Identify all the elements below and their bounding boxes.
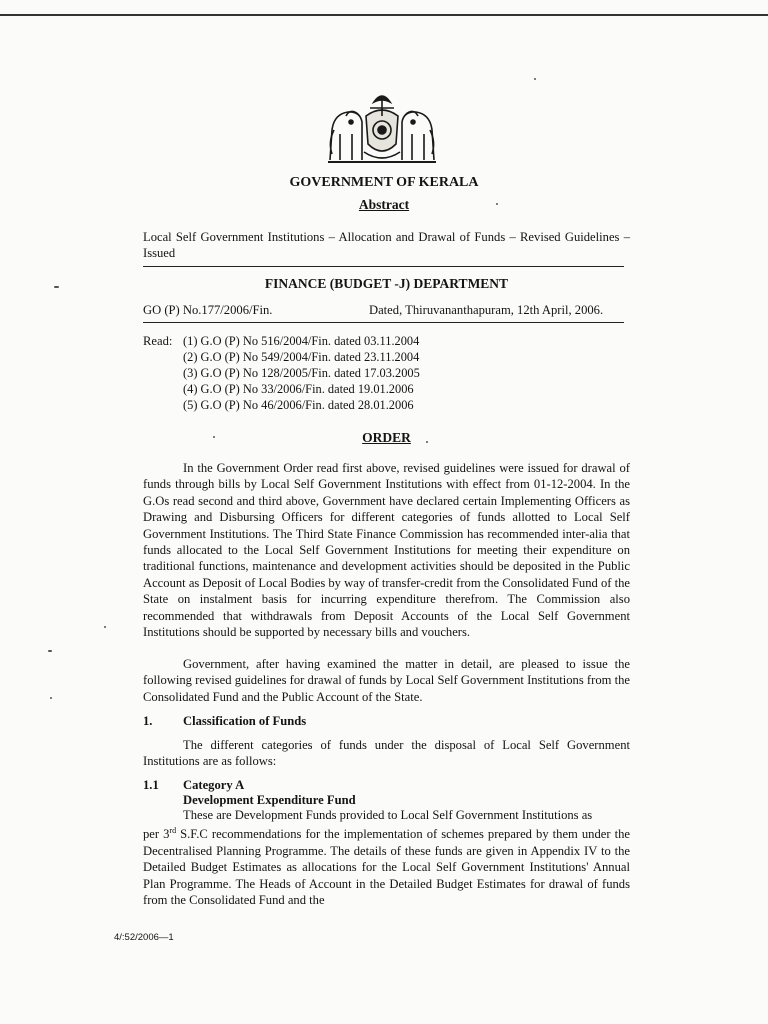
ordinal-suffix: rd (169, 826, 177, 836)
section-number: 1. (143, 714, 153, 728)
subsection-body (143, 823, 630, 908)
scan-speck (48, 650, 52, 652)
section-paragraph: The different categories of funds under the disposal of Local Self Government Institutions are as follows: (143, 738, 630, 769)
reference-item: (3) G.O (P) No 128/2005/Fin. dated 17.03.2005 (183, 366, 420, 380)
go-number: GO (P) No.177/2006/Fin. (143, 303, 273, 317)
top-border-line (0, 14, 768, 16)
subsection-number: 1.1 (143, 778, 159, 792)
reference-item: (2) G.O (P) No 549/2004/Fin. dated 23.11.2004 (183, 350, 420, 364)
order-paragraph-2: Government, after having examined the matter in detail, are pleased to issue the following revised guidelines for drawal of funds by Local Self Government Institutions from the Consolidated Fund and the Public Account of the State. (143, 657, 630, 704)
subsection-title: Category A (183, 778, 245, 792)
scan-speck (104, 626, 106, 628)
order-heading: ORDER (362, 430, 411, 445)
order-paragraph-1: In the Government Order read first above, revised guidelines were issued for drawal of funds through bills by Local Self Government Institutions with effect from 01-12-2004. In the G.Os read second and third above, Government have declared certain Implementing Officers as Drawing and Disbursing Officers for different categories of funds allotted to Local Self Government Institutions. The Third State Finance Commission has recommended inter-alia that funds allocated to the Local Self Government Institutions for meeting their expenditure on traditional functions, maintenance and development activities should be deposited in the Public Account as Deposit of Local Bodies by way of transfer-credit from the Consolidated Fund of the State on instalment basis for incurring expenditure therefrom. The Commission also recommended that withdrawals from Deposit Accounts of the Local Self Government Institutions should be supported by necessary bills and vouchers. (143, 461, 630, 640)
scan-speck (534, 78, 536, 80)
footer-code: 4/:52/2006—1 (114, 932, 174, 943)
subsection-paragraph (143, 807, 630, 909)
subject-line: Local Self Government Institutions – Allocation and Drawal of Funds – Revised Guidelines – Issued (143, 230, 630, 261)
go-divider (143, 322, 624, 323)
read-label: Read: (143, 334, 173, 348)
kerala-emblem-icon (324, 86, 440, 166)
scan-speck (50, 697, 52, 699)
section-title: Classification of Funds (183, 714, 307, 728)
scan-speck (426, 441, 428, 443)
reference-item: (4) G.O (P) No 33/2006/Fin. dated 19.01.2006 (183, 382, 414, 396)
department-title: FINANCE (BUDGET -J) DEPARTMENT (264, 276, 509, 291)
subsection-first-line: These are Development Funds provided to Local Self Government Institutions as (183, 808, 593, 822)
government-title: GOVERNMENT OF KERALA (289, 175, 479, 190)
scan-speck (213, 436, 215, 438)
scan-speck (496, 203, 498, 205)
go-date: Dated, Thiruvananthapuram, 12th April, 2006. (369, 303, 604, 317)
abstract-heading: Abstract (358, 197, 410, 212)
subsection-body-start: per 3 (143, 827, 170, 842)
reference-item: (1) G.O (P) No 516/2004/Fin. dated 03.11.2004 (183, 334, 420, 348)
subsection-subtitle: Development Expenditure Fund (183, 793, 356, 807)
subject-divider (143, 266, 624, 267)
reference-item: (5) G.O (P) No 46/2006/Fin. dated 28.01.2006 (183, 398, 414, 412)
scan-speck (54, 286, 59, 288)
subsection-body-rest: S.F.C recommendations for the implementation of schemes prepared by them under the Decentralised Planning Programme. The details of these funds are given in Appendix IV to the Detailed Budget Estimates as allocations for the Local Self Government Institutions' Annual Plan Programme. The Heads of Account in the Detailed Budget Estimates for drawal of funds from the Consolidated Fund and the (143, 827, 630, 908)
